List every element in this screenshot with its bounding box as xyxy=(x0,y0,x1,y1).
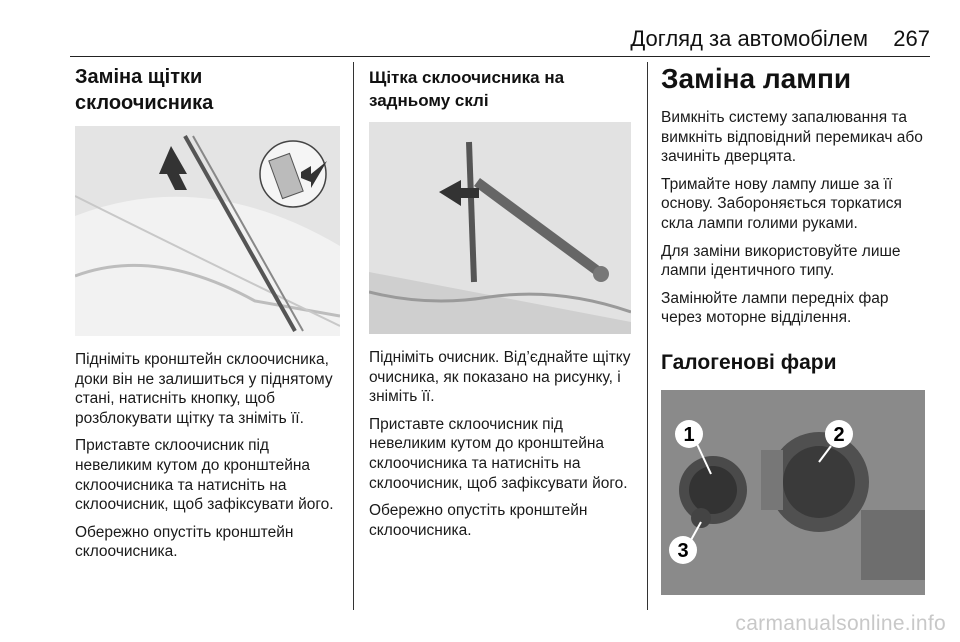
caption-rear-wiper: Підніміть очисник. Від’єднайте щітку очисника, як показано на рисунку, і зніміть її. xyxy=(369,349,631,406)
figure-halogen-headlight xyxy=(661,390,925,595)
section-heading-rear-wiper: Щітка склоочисника на задньому склі xyxy=(369,68,565,110)
page-header xyxy=(70,22,930,57)
header-title: Догляд за автомобілем xyxy=(630,26,868,51)
column-bulb-replacement xyxy=(661,62,929,595)
paragraph-switch-off: Вимкніть систему запалювання та вимкніть відповідний перемикач або зачиніть дверцята. xyxy=(661,109,923,166)
column-divider-1 xyxy=(353,62,354,610)
watermark: carmanualsonline.info xyxy=(735,612,946,635)
figure-label-3: 3 xyxy=(677,539,689,562)
figure-rear-wiper xyxy=(369,122,631,334)
section-heading-halogen: Галогенові фари xyxy=(661,350,837,374)
column-wiper-rear xyxy=(369,62,633,540)
section-heading-wiper-blade: Заміна щітки склоочисника xyxy=(75,66,214,114)
paragraph-lower-arm: Обережно опустіть кронштейн склоочисника. xyxy=(75,523,294,561)
section-heading-bulb-replacement: Заміна лампи xyxy=(661,63,852,94)
page-number: 267 xyxy=(893,26,930,51)
caption-front-wiper: Підніміть кронштейн склоочисника, доки він не залишиться у піднятому стані, натисніть кнопку, щоб розблокувати щітку та зніміть її. xyxy=(75,351,333,427)
paragraph-hold-bulb: Тримайте нову лампу лише за її основу. Забороняється торкатися скла лампи голими руками. xyxy=(661,175,902,232)
figure-label-2: 2 xyxy=(833,423,845,446)
paragraph-lower-rear-arm: Обережно опустіть кронштейн склоочисника. xyxy=(369,502,588,539)
figure-label-1: 1 xyxy=(683,423,695,446)
figure-front-wiper xyxy=(75,126,340,336)
paragraph-attach-wiper: Приставте склоочисник під невеликим кутом до кронштейна склоочисника та натисніть на склоочисник, щоб зафіксувати його. xyxy=(75,437,334,514)
paragraph-attach-rear-wiper: Приставте склоочисник під невеликим кутом до кронштейна склоочисника та натисніть на склоочисник, щоб зафіксувати його. xyxy=(369,415,628,492)
column-divider-2 xyxy=(647,62,648,610)
column-wiper-front xyxy=(75,62,343,562)
paragraph-identical-bulbs: Для заміни використовуйте лише лампи ідентичного типу. xyxy=(661,242,901,280)
paragraph-engine-compartment: Замінюйте лампи передніх фар через моторне відділення. xyxy=(661,289,889,327)
